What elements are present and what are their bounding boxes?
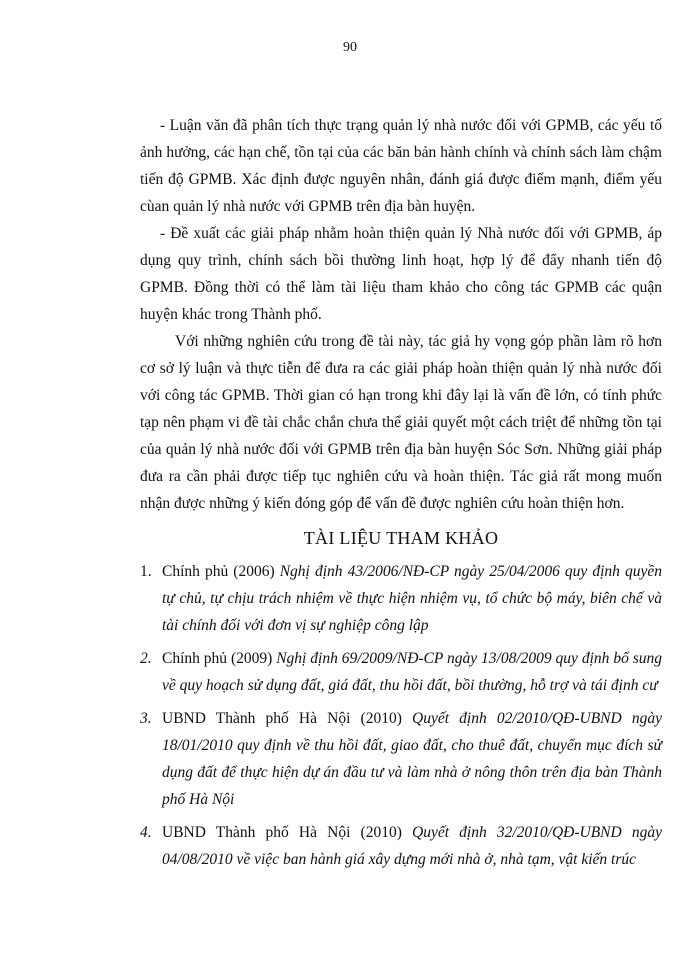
paragraph-analysis: - Luận văn đã phân tích thực trạng quản lý nhà nước đối với GPMB, các yếu tố ảnh hưởng, các hạn chế, tồn tại của các băn bản hành chính và chính sách làm chậm tiến độ GPMB. Xác định được nguyên nhân, đánh giá được điểm mạnh, điểm yếu cùan quản lý nhà nước với GPMB trên địa bàn huyện. (140, 117, 662, 215)
paragraph-conclusion: Với những nghiên cứu trong đề tài này, tác giả hy vọng góp phần làm rõ hơn cơ sở lý luận và thực tiễn để đưa ra các giải pháp hoàn thiện quản lý nhà nước đối với công tác GPMB. Thời gian có hạn trong khi đây lại là vấn đề lớn, có tính phức tạp nên phạm vi đề tài chắc chắn chưa thể giải quyết một cách triệt để những tồn tại của quản lý nhà nước đối với GPMB trên địa bàn huyện Sóc Sơn. Những giải pháp đưa ra cần phải được tiếp tục nghiên cứu và hoàn thiện. Tác giả rất mong muốn nhận được những ý kiến đóng góp để vấn đề được nghiên cứu hoàn thiện hơn. (140, 333, 662, 512)
reference-author: UBND Thành phố Hà Nội (2010) (162, 710, 412, 727)
reference-item (140, 645, 662, 699)
reference-number: 1. (140, 563, 152, 580)
reference-text (162, 558, 662, 639)
reference-text (162, 819, 662, 873)
references-heading: TÀI LIỆU THAM KHẢO (303, 528, 499, 548)
reference-item (140, 819, 662, 873)
reference-author: Chính phủ (2009) (162, 650, 277, 667)
paragraph-proposal: - Đề xuất các giải pháp nhằm hoàn thiện quản lý Nhà nước đối với GPMB, áp dụng quy trình, chính sách bồi thường linh hoạt, hợp lý để đẩy nhanh tiến độ GPMB. Đồng thời có thể làm tài liệu tham khảo cho công tác GPMB các quận huyện khác trong Thành phố. (140, 225, 662, 323)
references-list (140, 558, 662, 873)
reference-title: Nghị định 43/2006/NĐ-CP ngày 25/04/2006 quy định quyền tự chủ, tự chịu trách nhiệm về thực hiện nhiệm vụ, tổ chức bộ máy, biên chế và tài chính đối với đơn vị sự nghiệp công lập (162, 563, 662, 634)
reference-title: Nghị định 69/2009/NĐ-CP ngày 13/08/2009 quy định bổ sung về quy hoạch sử dụng đất, giá đất, thu hồi đất, bồi thường, hỗ trợ và tái định cư (162, 650, 663, 694)
reference-number: 4. (140, 824, 152, 841)
reference-author: UBND Thành phố Hà Nội (2010) (162, 824, 412, 841)
reference-author: Chính phủ (2006) (162, 563, 280, 580)
reference-item (140, 705, 662, 813)
reference-text (162, 705, 662, 813)
reference-number: 3. (140, 710, 152, 727)
reference-title: Quyết định 32/2010/QĐ-UBND ngày 04/08/2010 về việc ban hành giá xây dựng mới nhà ở, nhà tạm, vật kiến trúc (162, 824, 662, 868)
reference-item (140, 558, 662, 639)
reference-title: Quyết định 02/2010/QĐ-UBND ngày 18/01/2010 quy định về thu hồi đất, giao đất, cho thuê đất, chuyển mục đích sử dụng đất để thực hiện dự án đầu tư và làm nhà ở nông thôn trên địa bàn Thành phố Hà Nội (162, 710, 662, 808)
reference-text (162, 645, 662, 699)
page-body (140, 112, 662, 879)
reference-number: 2. (140, 650, 152, 667)
page-number: 90 (343, 40, 357, 55)
